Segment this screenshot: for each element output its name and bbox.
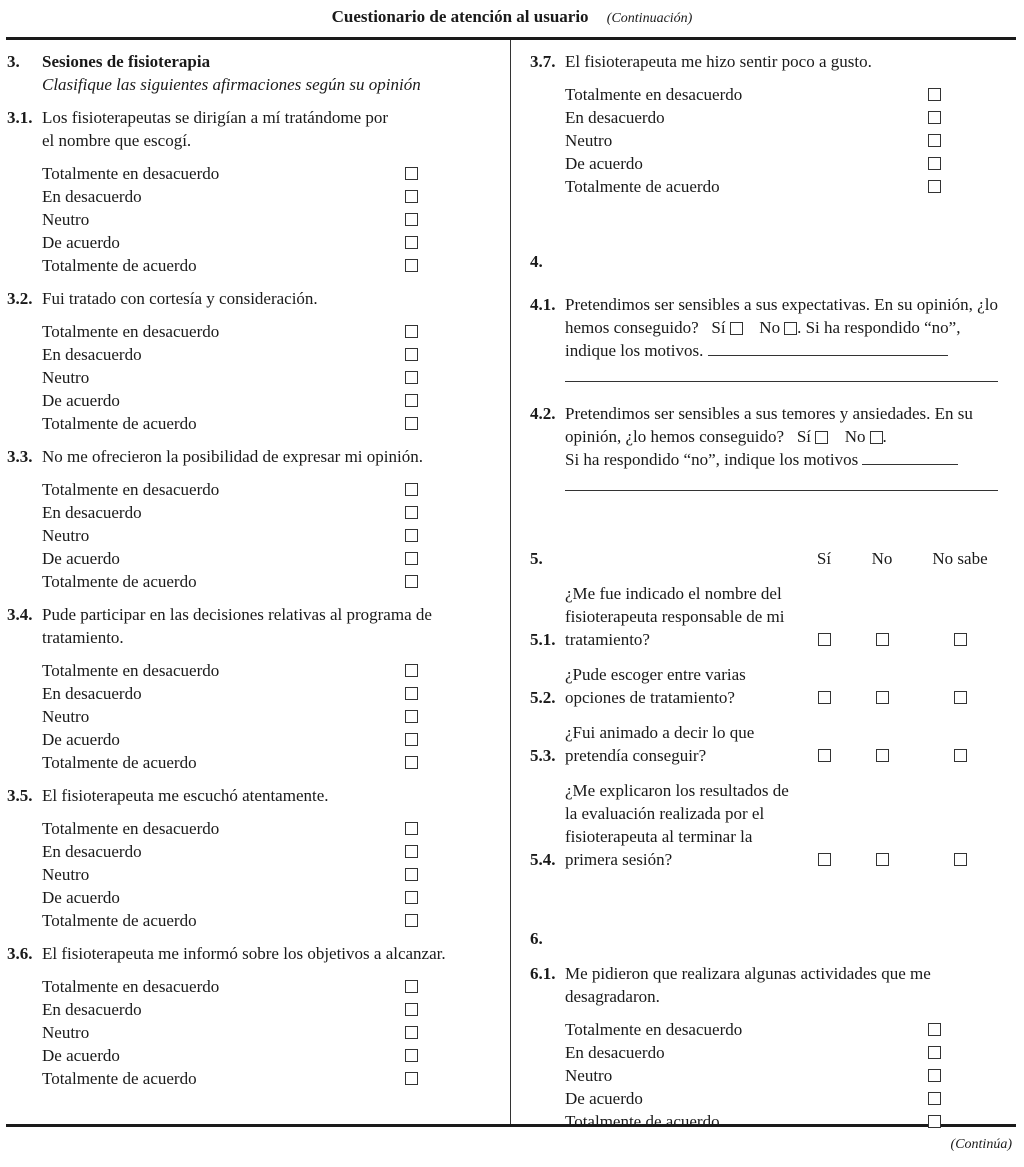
yes-checkbox[interactable] — [818, 749, 831, 762]
option-label: Totalmente en desacuerdo — [42, 661, 220, 680]
option-row — [42, 254, 497, 277]
option-label: En desacuerdo — [565, 108, 665, 127]
option-row — [42, 1067, 497, 1090]
top-rule — [6, 37, 1016, 40]
checkbox[interactable] — [405, 325, 418, 338]
option-row — [42, 840, 497, 863]
option-label: Totalmente en desacuerdo — [42, 977, 220, 996]
checkbox[interactable] — [928, 1046, 941, 1059]
option-row — [565, 1087, 1015, 1110]
question-text — [565, 293, 1015, 362]
option-label: En desacuerdo — [565, 1043, 665, 1062]
checkbox[interactable] — [405, 687, 418, 700]
section-title: Sesiones de fisioterapia — [42, 52, 211, 71]
checkbox[interactable] — [405, 417, 418, 430]
question-5-4 — [530, 779, 1015, 871]
options-3-2 — [7, 320, 497, 435]
checkbox[interactable] — [405, 552, 418, 565]
option-row — [42, 524, 497, 547]
option-row — [565, 129, 1015, 152]
option-label: Totalmente de acuerdo — [42, 414, 197, 433]
left-column — [7, 50, 497, 1090]
column-header-yes: Sí — [816, 549, 832, 568]
option-row — [42, 1021, 497, 1044]
cell-no — [853, 848, 911, 871]
cell-dont-know — [911, 686, 1009, 709]
question-text-part: . — [882, 427, 887, 446]
option-row — [42, 501, 497, 524]
no-label: No — [759, 318, 781, 337]
checkbox[interactable] — [928, 157, 941, 170]
option-label: De acuerdo — [42, 1046, 120, 1065]
checkbox[interactable] — [405, 529, 418, 542]
section-number: 4. — [530, 252, 543, 271]
question-3-4 — [7, 603, 497, 649]
option-label: Totalmente en desacuerdo — [42, 164, 220, 183]
question-text: Fui tratado con cortesía y consideración. — [42, 289, 318, 308]
option-label: Totalmente de acuerdo — [42, 911, 197, 930]
option-label: Totalmente en desacuerdo — [42, 480, 220, 499]
option-row — [565, 1064, 1015, 1087]
checkbox[interactable] — [405, 1003, 418, 1016]
yes-checkbox[interactable] — [815, 431, 828, 444]
checkbox[interactable] — [928, 180, 941, 193]
option-label: En desacuerdo — [42, 684, 142, 703]
option-label: Neutro — [42, 1023, 90, 1042]
question-number: 3.2. — [7, 289, 33, 308]
question-3-2 — [7, 287, 497, 310]
checkbox[interactable] — [928, 1069, 941, 1082]
no-checkbox[interactable] — [876, 853, 889, 866]
option-label: Neutro — [565, 1066, 613, 1085]
checkbox[interactable] — [405, 1026, 418, 1039]
question-number: 3.1. — [7, 108, 33, 127]
question-number: 5.3. — [530, 746, 556, 765]
question-text: Pude participar en las decisiones relativas al programa de tratamiento. — [42, 605, 432, 647]
checkbox[interactable] — [928, 134, 941, 147]
checkbox[interactable] — [405, 348, 418, 361]
checkbox[interactable] — [405, 664, 418, 677]
option-label: Totalmente de acuerdo — [565, 177, 720, 196]
option-label: En desacuerdo — [42, 345, 142, 364]
checkbox[interactable] — [405, 483, 418, 496]
option-row — [42, 975, 497, 998]
options-3-6 — [7, 975, 497, 1090]
column-header-no: No — [871, 549, 893, 568]
option-row — [42, 705, 497, 728]
checkbox[interactable] — [405, 845, 418, 858]
option-row — [42, 1044, 497, 1067]
option-label: De acuerdo — [565, 1089, 643, 1108]
option-row — [42, 389, 497, 412]
section-3-heading — [7, 50, 497, 73]
checkbox[interactable] — [405, 236, 418, 249]
option-row — [565, 152, 1015, 175]
yes-label: Sí — [796, 427, 812, 446]
reason-input-line-2[interactable] — [565, 380, 998, 382]
section-5-header-row — [530, 547, 1015, 570]
checkbox[interactable] — [928, 111, 941, 124]
option-row — [42, 817, 497, 840]
checkbox[interactable] — [928, 1092, 941, 1105]
question-text-part: Pretendimos ser sensibles a sus expectativas. En su opinión, ¿lo hemos conseguido? — [565, 295, 998, 337]
checkbox[interactable] — [405, 394, 418, 407]
options-3-3 — [7, 478, 497, 593]
no-checkbox[interactable] — [876, 633, 889, 646]
yes-checkbox[interactable] — [818, 853, 831, 866]
question-3-5 — [7, 784, 497, 807]
page-subtitle: (Continuación) — [606, 11, 693, 26]
option-label: De acuerdo — [565, 154, 643, 173]
reason-input-line[interactable] — [708, 339, 948, 356]
question-5-2 — [530, 663, 1015, 709]
question-text: El fisioterapeuta me informó sobre los objetivos a alcanzar. — [42, 944, 446, 963]
question-text: ¿Pude escoger entre varias opciones de tratamiento? — [565, 665, 746, 707]
option-label: Totalmente en desacuerdo — [42, 819, 220, 838]
yes-checkbox[interactable] — [818, 633, 831, 646]
section-number: 6. — [530, 929, 543, 948]
option-label: Neutro — [42, 707, 90, 726]
checkbox[interactable] — [405, 868, 418, 881]
option-label: Neutro — [42, 210, 90, 229]
option-label: De acuerdo — [42, 549, 120, 568]
option-label: De acuerdo — [42, 888, 120, 907]
cell-yes — [795, 744, 853, 767]
question-text: Me pidieron que realizara algunas actividades que me desagradaron. — [565, 964, 931, 1006]
question-number: 5.4. — [530, 850, 556, 869]
option-row — [565, 175, 1015, 198]
question-text: Los fisioterapeutas se dirigían a mí tratándome por el nombre que escogí. — [42, 108, 389, 150]
option-row — [42, 208, 497, 231]
option-row — [42, 478, 497, 501]
question-text-part: . Si ha respondido “no”, indique los motivos. — [565, 318, 961, 360]
option-row — [565, 106, 1015, 129]
option-label: En desacuerdo — [42, 187, 142, 206]
checkbox[interactable] — [405, 980, 418, 993]
dont-know-checkbox[interactable] — [954, 749, 967, 762]
continued-note: (Continúa) — [950, 1137, 1012, 1152]
option-label: Totalmente de acuerdo — [42, 753, 197, 772]
option-row — [42, 659, 497, 682]
dont-know-checkbox[interactable] — [954, 633, 967, 646]
question-6-1 — [530, 962, 1015, 1008]
checkbox[interactable] — [405, 371, 418, 384]
option-row — [42, 412, 497, 435]
option-row — [565, 1110, 1015, 1133]
no-checkbox[interactable] — [876, 749, 889, 762]
option-label: Totalmente de acuerdo — [42, 572, 197, 591]
option-row — [42, 728, 497, 751]
cell-yes — [795, 628, 853, 651]
no-checkbox[interactable] — [784, 322, 797, 335]
section-number: 3. — [7, 52, 20, 71]
question-text: No me ofrecieron la posibilidad de expresar mi opinión. — [42, 447, 423, 466]
column-divider — [510, 40, 511, 1124]
option-row — [42, 909, 497, 932]
dont-know-checkbox[interactable] — [954, 853, 967, 866]
question-text-part: Pretendimos ser sensibles a sus temores y ansiedades. En su opinión, ¿lo hemos conseguido? — [565, 404, 973, 446]
checkbox[interactable] — [405, 914, 418, 927]
question-3-7 — [530, 50, 1015, 73]
right-column — [530, 50, 1015, 1133]
question-number: 3.7. — [530, 52, 556, 71]
yes-label: Sí — [711, 318, 726, 337]
option-label: Totalmente en desacuerdo — [565, 1020, 743, 1039]
question-text: ¿Me explicaron los resultados de la evaluación realizada por el fisioterapeuta al terminar la primera sesión? — [565, 781, 789, 869]
options-3-7 — [530, 83, 1015, 198]
question-number: 5.2. — [530, 688, 556, 707]
checkbox[interactable] — [405, 1072, 418, 1085]
options-3-5 — [7, 817, 497, 932]
option-label: Totalmente en desacuerdo — [42, 322, 220, 341]
question-number: 3.3. — [7, 447, 33, 466]
page-title: Cuestionario de atención al usuario — [331, 7, 589, 26]
question-4-1 — [530, 293, 1015, 362]
option-row — [565, 1018, 1015, 1041]
option-row — [42, 886, 497, 909]
cell-no — [853, 628, 911, 651]
checkbox[interactable] — [405, 506, 418, 519]
checkbox[interactable] — [405, 733, 418, 746]
question-3-3 — [7, 445, 497, 468]
question-number: 6.1. — [530, 964, 556, 983]
page-header — [0, 6, 1024, 30]
question-text-part: Si ha respondido “no”, indique los motivos — [565, 450, 859, 469]
option-label: Neutro — [565, 131, 613, 150]
option-label: Totalmente de acuerdo — [42, 1069, 197, 1088]
cell-no — [853, 744, 911, 767]
option-row — [565, 83, 1015, 106]
question-5-1 — [530, 582, 1015, 651]
question-3-1 — [7, 106, 497, 152]
option-row — [42, 863, 497, 886]
question-text: El fisioterapeuta me escuchó atentamente. — [42, 786, 329, 805]
question-text: ¿Fui animado a decir lo que pretendía conseguir? — [565, 723, 755, 765]
question-number: 3.5. — [7, 786, 33, 805]
section-6-heading — [530, 927, 1015, 950]
option-label: Totalmente de acuerdo — [565, 1112, 720, 1131]
option-row — [42, 570, 497, 593]
question-number: 4.1. — [530, 295, 556, 314]
option-row — [565, 1041, 1015, 1064]
cell-yes — [795, 686, 853, 709]
cell-dont-know — [911, 744, 1009, 767]
yes-checkbox[interactable] — [730, 322, 743, 335]
no-label: No — [844, 427, 866, 446]
checkbox[interactable] — [928, 1023, 941, 1036]
option-label: Totalmente de acuerdo — [42, 256, 197, 275]
checkbox[interactable] — [405, 822, 418, 835]
checkbox[interactable] — [928, 88, 941, 101]
option-label: Neutro — [42, 526, 90, 545]
checkbox[interactable] — [405, 259, 418, 272]
option-row — [42, 343, 497, 366]
yes-checkbox[interactable] — [818, 691, 831, 704]
options-3-1 — [7, 162, 497, 277]
option-label: En desacuerdo — [42, 1000, 142, 1019]
question-4-2 — [530, 402, 1015, 471]
no-checkbox[interactable] — [870, 431, 883, 444]
checkbox[interactable] — [405, 891, 418, 904]
checkbox[interactable] — [405, 190, 418, 203]
checkbox[interactable] — [405, 756, 418, 769]
option-label: En desacuerdo — [42, 842, 142, 861]
option-label: Neutro — [42, 865, 90, 884]
question-3-6 — [7, 942, 497, 965]
option-label: Totalmente en desacuerdo — [565, 85, 743, 104]
option-label: En desacuerdo — [42, 503, 142, 522]
option-row — [42, 320, 497, 343]
no-checkbox[interactable] — [876, 691, 889, 704]
option-row — [42, 998, 497, 1021]
question-text — [565, 402, 1005, 471]
reason-input-line-2[interactable] — [565, 489, 998, 491]
question-number: 5.1. — [530, 630, 556, 649]
section-instruction: Clasifique las siguientes afirmaciones según su opinión — [42, 75, 421, 94]
section-4-heading — [530, 250, 1015, 273]
question-number: 4.2. — [530, 404, 556, 423]
question-5-3 — [530, 721, 1015, 767]
cell-no — [853, 686, 911, 709]
option-row — [42, 751, 497, 774]
option-row — [42, 682, 497, 705]
option-row — [42, 547, 497, 570]
option-row — [42, 185, 497, 208]
checkbox[interactable] — [405, 167, 418, 180]
checkbox[interactable] — [405, 710, 418, 723]
option-label: De acuerdo — [42, 391, 120, 410]
option-row — [42, 366, 497, 389]
options-6-1 — [530, 1018, 1015, 1133]
question-number: 3.6. — [7, 944, 33, 963]
checkbox[interactable] — [405, 575, 418, 588]
options-3-4 — [7, 659, 497, 774]
checkbox[interactable] — [928, 1115, 941, 1128]
option-label: De acuerdo — [42, 233, 120, 252]
section-number: 5. — [530, 549, 543, 568]
checkbox[interactable] — [405, 213, 418, 226]
cell-dont-know — [911, 628, 1009, 651]
option-label: Neutro — [42, 368, 90, 387]
reason-input-line[interactable] — [862, 448, 958, 465]
cell-yes — [795, 848, 853, 871]
checkbox[interactable] — [405, 1049, 418, 1062]
option-label: De acuerdo — [42, 730, 120, 749]
dont-know-checkbox[interactable] — [954, 691, 967, 704]
option-row — [42, 231, 497, 254]
option-row — [42, 162, 497, 185]
question-text: ¿Me fue indicado el nombre del fisioterapeuta responsable de mi tratamiento? — [565, 584, 785, 649]
column-header-dont-know: No sabe — [932, 549, 988, 568]
question-number: 3.4. — [7, 605, 33, 624]
cell-dont-know — [911, 848, 1009, 871]
question-text: El fisioterapeuta me hizo sentir poco a gusto. — [565, 52, 872, 71]
